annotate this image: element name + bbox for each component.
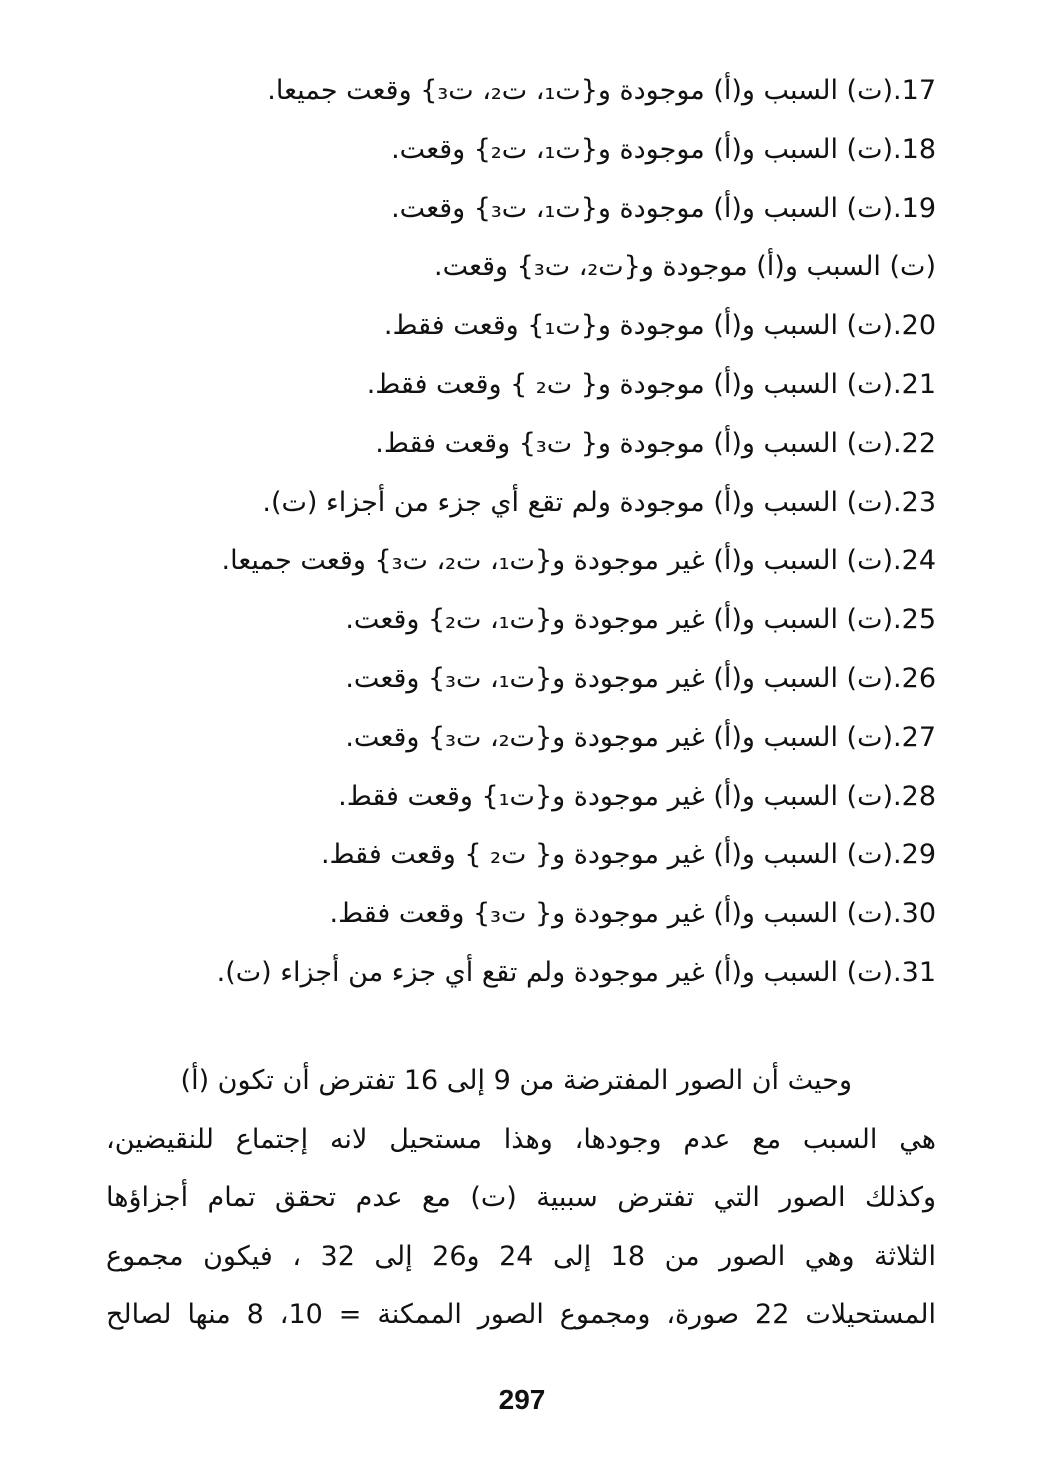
list-item: 23.(ت) السبب و(أ) موجودة ولم تقع أي جزء من أجزاء (ت). xyxy=(262,486,936,518)
list-item: (ت) السبب و(أ) موجودة و{ت₂، ت₃} وقعت. xyxy=(434,251,936,283)
list-item: 30.(ت) السبب و(أ) غير موجودة و{ ت₃} وقعت فقط. xyxy=(329,898,936,930)
list-item: 26.(ت) السبب و(أ) غير موجودة و{ت₁، ت₃} وقعت. xyxy=(345,662,936,694)
page-number: 297 xyxy=(498,1384,546,1415)
cases-list xyxy=(116,62,936,1003)
paragraph-line: الثلاثة وهي الصور من 18 إلى 24 و26 إلى 32 ، فيكون مجموع xyxy=(106,1240,936,1272)
body-paragraph xyxy=(106,1052,936,1345)
paragraph-line: هي السبب مع عدم وجودها، وهذا مستحيل لانه إجتماع للنقيضين، xyxy=(106,1123,936,1155)
list-item: 18.(ت) السبب و(أ) موجودة و{ت₁، ت₂} وقعت. xyxy=(391,133,936,165)
list-item: 24.(ت) السبب و(أ) غير موجودة و{ت₁، ت₂، ت₃} وقعت جميعا. xyxy=(221,545,936,577)
paragraph-line: المستحيلات 22 صورة، ومجموع الصور الممكنة = 10، 8 منها لصالح xyxy=(106,1299,936,1330)
paragraph-line: وحيث أن الصور المفترضة من 9 إلى 16 تفترض أن تكون (أ) xyxy=(180,1065,852,1096)
list-item: 21.(ت) السبب و(أ) موجودة و{ ت₂ } وقعت فقط. xyxy=(366,368,936,400)
list-item: 29.(ت) السبب و(أ) غير موجودة و{ ت₂ } وقعت فقط. xyxy=(320,839,936,871)
list-item: 22.(ت) السبب و(أ) موجودة و{ ت₃} وقعت فقط. xyxy=(375,427,936,459)
list-item: 20.(ت) السبب و(أ) موجودة و{ت₁} وقعت فقط. xyxy=(383,310,936,342)
list-item: 27.(ت) السبب و(أ) غير موجودة و{ت₂، ت₃} وقعت. xyxy=(345,721,936,753)
list-item: 19.(ت) السبب و(أ) موجودة و{ت₁، ت₃} وقعت. xyxy=(391,192,936,224)
list-item: 28.(ت) السبب و(أ) غير موجودة و{ت₁} وقعت فقط. xyxy=(338,780,936,812)
paragraph-line: وكذلك الصور التي تفترض سببية (ت) مع عدم تحقق تمام أجزاؤها xyxy=(106,1182,936,1213)
list-item: 31.(ت) السبب و(أ) غير موجودة ولم تقع أي جزء من أجزاء (ت). xyxy=(216,956,936,988)
list-item: 17.(ت) السبب و(أ) موجودة و{ت₁، ت₂، ت₃} وقعت جميعا. xyxy=(267,75,936,106)
list-item: 25.(ت) السبب و(أ) غير موجودة و{ت₁، ت₂} وقعت. xyxy=(345,604,936,636)
